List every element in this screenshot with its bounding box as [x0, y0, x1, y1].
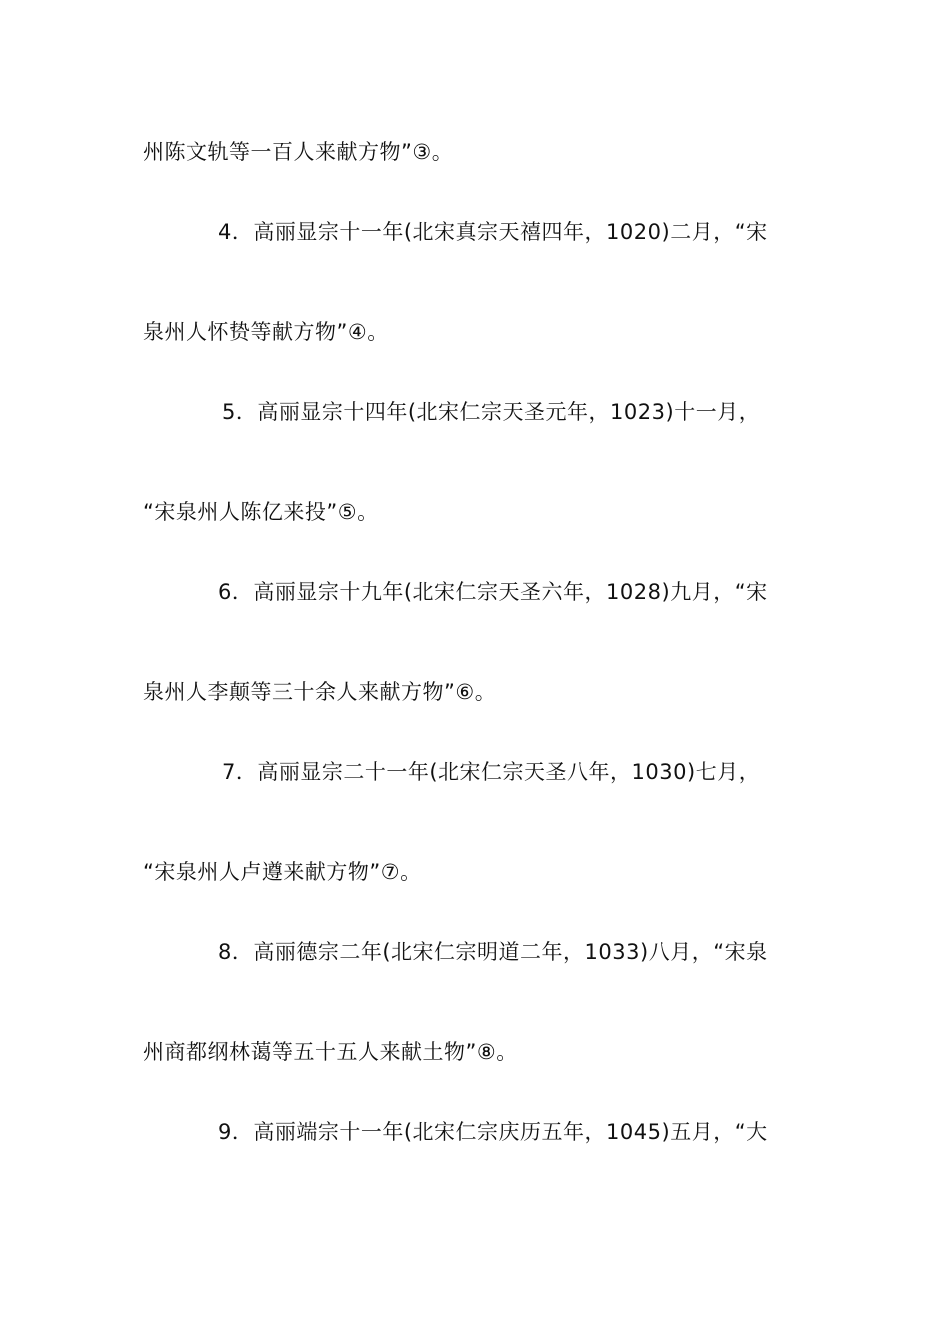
text-line-continuation: 州陈文轨等一百人来献方物”③。: [143, 140, 454, 164]
list-item-5: 5．高丽显宗十四年(北宋仁宗天圣元年，1023)十一月，: [222, 400, 761, 424]
list-item-9: 9．高丽端宗十一年(北宋仁宗庆历五年，1045)五月，“大: [218, 1120, 768, 1144]
list-item-4: 4．高丽显宗十一年(北宋真宗天禧四年，1020)二月，“宋: [218, 220, 768, 244]
text-line-continuation: 泉州人怀贽等献方物”④。: [143, 320, 389, 344]
list-item-6: 6．高丽显宗十九年(北宋仁宗天圣六年，1028)九月，“宋: [218, 580, 768, 604]
list-item-8: 8．高丽德宗二年(北宋仁宗明道二年，1033)八月，“宋泉: [218, 940, 768, 964]
list-item-7: 7．高丽显宗二十一年(北宋仁宗天圣八年，1030)七月，: [222, 760, 761, 784]
text-line-continuation: “宋泉州人卢遵来献方物”⑦。: [143, 860, 422, 884]
text-line-continuation: “宋泉州人陈亿来投”⑤。: [143, 500, 379, 524]
text-line-continuation: 泉州人李颠等三十余人来献方物”⑥。: [143, 680, 497, 704]
text-line-continuation: 州商都纲林蔼等五十五人来献土物”⑧。: [143, 1040, 518, 1064]
